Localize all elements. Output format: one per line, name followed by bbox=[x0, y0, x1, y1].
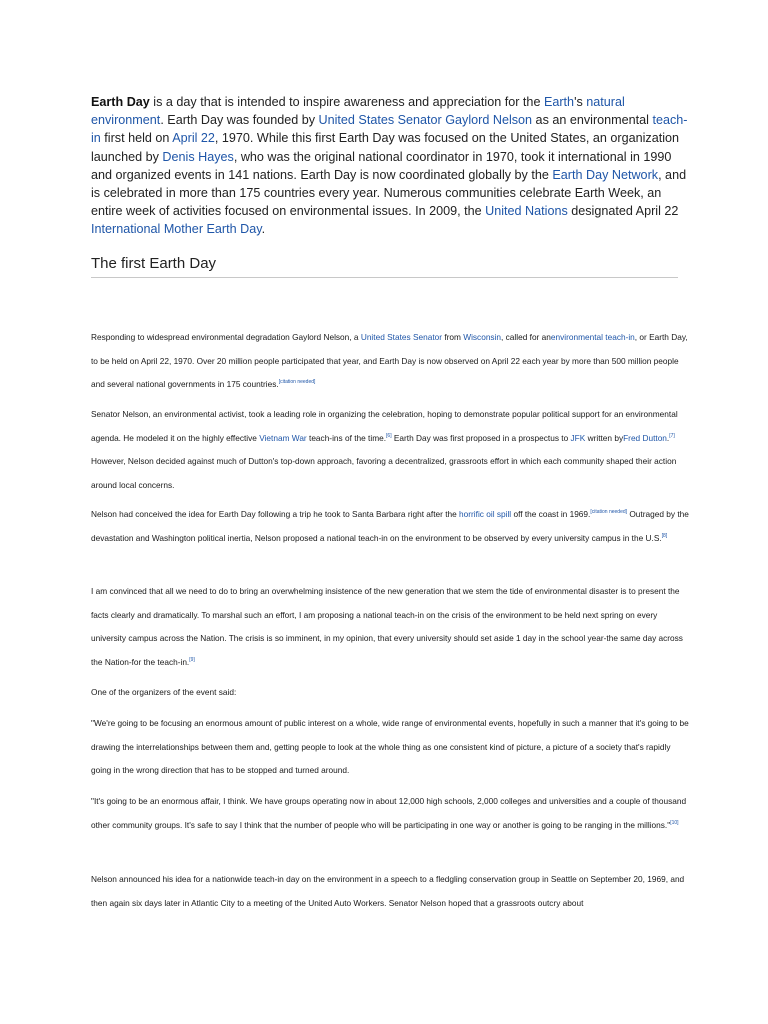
text: Senator Nelson, an environmental activist, took a leading role in organizing the celebration, hoping to demonstrate popular political support for an environmental agenda. He modeled it on the highly effective bbox=[91, 409, 678, 443]
link-united-states-senator[interactable]: United States Senator bbox=[318, 113, 442, 128]
link-gaylord-nelson[interactable]: Gaylord Nelson bbox=[445, 113, 533, 128]
text: first held on bbox=[100, 131, 173, 146]
text: written by bbox=[585, 432, 624, 443]
citation-10[interactable]: [10] bbox=[670, 819, 679, 826]
text: Nelson had conceived the idea for Earth Day following a trip he took to Santa Barbara right after the bbox=[91, 509, 460, 519]
intro-term: Earth Day bbox=[91, 95, 150, 109]
text: , called for an bbox=[501, 332, 551, 342]
body-paragraph-6: "We're going to be focusing an enormous amount of public interest on a whole, wide range of environmental events, hopefully in such a manner that it's going to be drawing the interrelationships between them and, getting people to look at the whole thing as one consistent kind of picture, a picture of a society that's rapidly going in the wrong direction that has to be stopped and turned around. bbox=[91, 718, 689, 775]
link-vietnam-war[interactable]: Vietnam War bbox=[259, 432, 307, 443]
link-horrific-oil-spill[interactable]: horrific oil spill bbox=[459, 509, 512, 519]
text: . bbox=[261, 222, 266, 237]
citation-9[interactable]: [9] bbox=[189, 656, 195, 663]
link-denis-hayes[interactable]: Denis Hayes bbox=[162, 149, 234, 164]
text: I am convinced that all we need to do to bring an overwhelming insistence of the new generation that we stem the tide of environmental disaster is to present the facts clearly and dramatically. To marshal such an effort, I am proposing a national teach-in on the crisis of the environment to be held next spring on every university campus across the Nation. The crisis is so imminent, in my opinion, that every university should set aside 1 day in the school year-the same day across the Nation-for the teach-in. bbox=[91, 586, 683, 667]
citation-needed-2[interactable]: [citation needed] bbox=[590, 509, 628, 515]
text: , and is celebrated in more than 175 countries every year. Numerous communities celebrate Earth Week, an entire week of activities focused on environmental issues. In 2009, the bbox=[91, 167, 687, 219]
intro-paragraph bbox=[91, 93, 691, 239]
text: , or Earth Day, to be held on April 22, 1970. Over 20 million people participated that year, and Earth Day is now observed on April 22 each year by more than 500 million people and several national governments in 175 countries. bbox=[91, 332, 688, 389]
link-earth[interactable]: Earth bbox=[543, 95, 575, 109]
citation-6[interactable]: [6] bbox=[386, 432, 392, 439]
text: Outraged by the devastation and Washington political inertia, Nelson proposed a national teach-in on the environment to be observed by every university campus in the U.S. bbox=[91, 509, 689, 543]
body-paragraph-5: One of the organizers of the event said: bbox=[91, 687, 237, 697]
text: . Earth Day was founded by bbox=[160, 113, 319, 128]
text: 's bbox=[574, 95, 587, 109]
link-united-nations[interactable]: United Nations bbox=[485, 204, 568, 219]
text: teach-ins of the time. bbox=[306, 432, 387, 443]
body-paragraph-7 bbox=[91, 790, 691, 837]
body-paragraph-2 bbox=[91, 403, 691, 497]
section-heading: The first Earth Day bbox=[91, 255, 678, 278]
citation-7[interactable]: [7] bbox=[669, 432, 675, 439]
citation-needed[interactable]: [citation needed] bbox=[278, 379, 316, 385]
text: , 1970. While this first Earth Day was focused on the United States, an organization launched by bbox=[91, 131, 680, 164]
link-united-states-senator-2[interactable]: United States Senator bbox=[360, 332, 443, 342]
link-wisconsin[interactable]: Wisconsin bbox=[463, 332, 502, 342]
citation-8[interactable]: [8] bbox=[661, 532, 668, 539]
body-paragraph-3 bbox=[91, 503, 691, 550]
link-fred-dutton[interactable]: Fred Dutton bbox=[623, 432, 667, 443]
link-teach-in[interactable]: teach-in bbox=[91, 113, 688, 146]
body-paragraph-8: Nelson announced his idea for a nationwide teach-in day on the environment in a speech to a fledgling conservation group in Seattle on September 20, 1969, and then again six days later in Atlantic City to a meeting of the United Auto Workers. Senator Nelson hoped that a grassroots outcry about bbox=[91, 874, 685, 908]
quote-paragraph bbox=[91, 580, 691, 674]
text: Earth Day was first proposed in a prospectus to bbox=[391, 432, 571, 443]
text: as an environmental bbox=[532, 113, 653, 128]
text: is a day that is intended to inspire awareness and appreciation for the bbox=[149, 95, 544, 109]
text: off the coast in 1969. bbox=[511, 509, 591, 519]
text: designated April 22 bbox=[567, 204, 679, 219]
text: from bbox=[442, 332, 464, 342]
text: . bbox=[666, 432, 670, 443]
text: However, Nelson decided against much of Dutton's top-down approach, favoring a decentralized, grassroots effort in which each community shaped their action around local concerns. bbox=[91, 456, 677, 490]
link-earth-day-network[interactable]: Earth Day Network bbox=[552, 167, 659, 182]
link-environmental-teach-in[interactable]: environmental teach-in bbox=[550, 332, 635, 342]
link-april-22[interactable]: April 22 bbox=[172, 131, 215, 146]
link-natural-environment[interactable]: natural environment bbox=[91, 95, 625, 128]
link-international-mother-earth-day[interactable]: International Mother Earth Day bbox=[91, 222, 262, 237]
body-paragraph-1 bbox=[91, 326, 691, 397]
link-jfk[interactable]: JFK bbox=[570, 432, 586, 443]
text: "It's going to be an enormous affair, I think. We have groups operating now in about 12,000 high schools, 2,000 colleges and universities and a couple of thousand other community groups. It's safe to say I think that the number of people who will be participating in one way or another is going to be ranging in the millions." bbox=[91, 796, 687, 830]
text: , who was the original national coordinator in 1970, took it international in 1990 and organized events in 141 nations. Earth Day is now coordinated globally by the bbox=[91, 149, 672, 182]
text: Responding to widespread environmental degradation Gaylord Nelson, a bbox=[91, 332, 361, 342]
